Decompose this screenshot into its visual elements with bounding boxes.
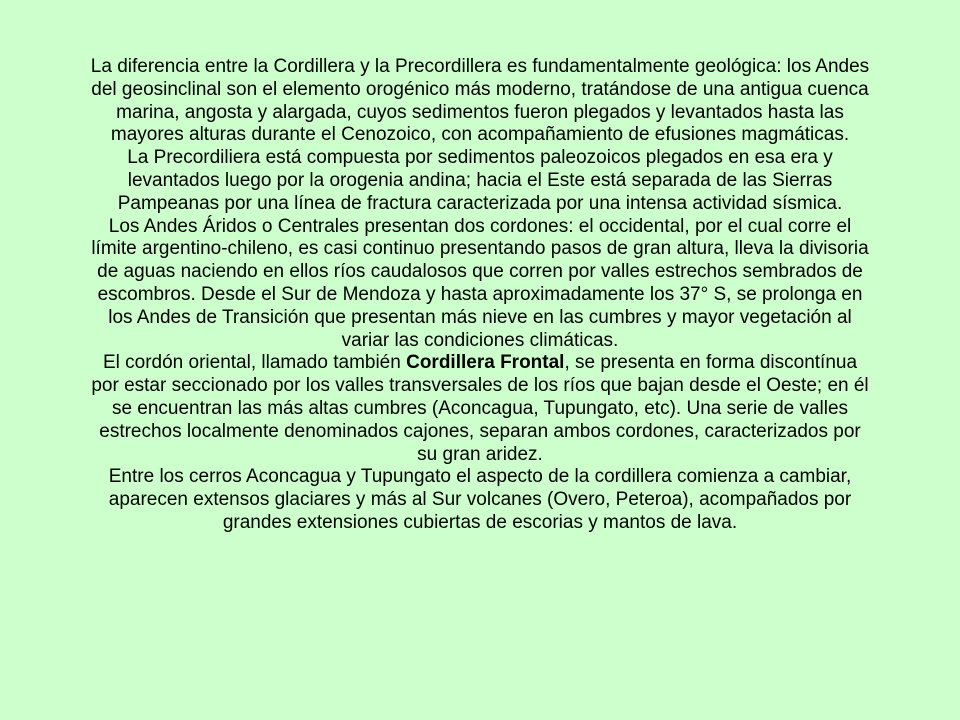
paragraph-andes-aridos: Los Andes Áridos o Centrales presentan dos cordones: el occidental, por el cual corre el límite argentino-chileno, es casi continuo presentando pasos de gran altura, lleva la divisoria de aguas naciendo en ellos ríos caudalosos que corren por valles estrechos sembrados de escombros. Desde el Sur de Mendoza y hasta aproximadamente los 37° S, se prolonga en los Andes de Transición que presentan más nieve en las cumbres y mayor vegetación al variar las condiciones climáticas.: [91, 215, 869, 351]
paragraph-cordillera-precordillera: La diferencia entre la Cordillera y la Precordillera es fundamentalmente geológica: los Andes del geosinclinal son el elemento orogénico más moderno, tratándose de una antigua cuenca marina, angosta y alargada, cuyos sedimentos fueron plegados y levantados hasta las mayores alturas durante el Cenozoico, con acompañamiento de efusiones magmáticas.: [90, 56, 870, 146]
cordillera-frontal-term: Cordillera Frontal: [406, 352, 565, 374]
paragraph-cordon-oriental-rest: , se presenta en forma discontínua por estar seccionado por los valles transversales de los ríos que bajan desde el Oeste; en él se encuentran las más altas cumbres (Aconcagua, Tupungato, etc). Una serie de valles estrechos localmente denominados cajones, separan ambos cordones, caracterizados por su gran aridez.: [91, 352, 869, 465]
slide-text-body: [90, 56, 870, 535]
paragraph-precordillera: La Precordiliera está compuesta por sedimentos paleozoicos plegados en esa era y levantados luego por la orogenia andina; hacia el Este está separada de las Sierras Pampeanas por una línea de fractura caracterizada por una intensa actividad sísmica.: [117, 147, 843, 214]
paragraph-cordon-oriental-intro: El cordón oriental, llamado también: [102, 352, 407, 374]
paragraph-aconcagua-tupungato: Entre los cerros Aconcagua y Tupungato el aspecto de la cordillera comienza a cambiar, aparecen extensos glaciares y más al Sur volcanes (Overo, Peteroa), acompañados por grandes extensiones cubiertas de escorias y mantos de lava.: [108, 466, 852, 533]
paragraph-cordon-oriental: [90, 352, 870, 466]
